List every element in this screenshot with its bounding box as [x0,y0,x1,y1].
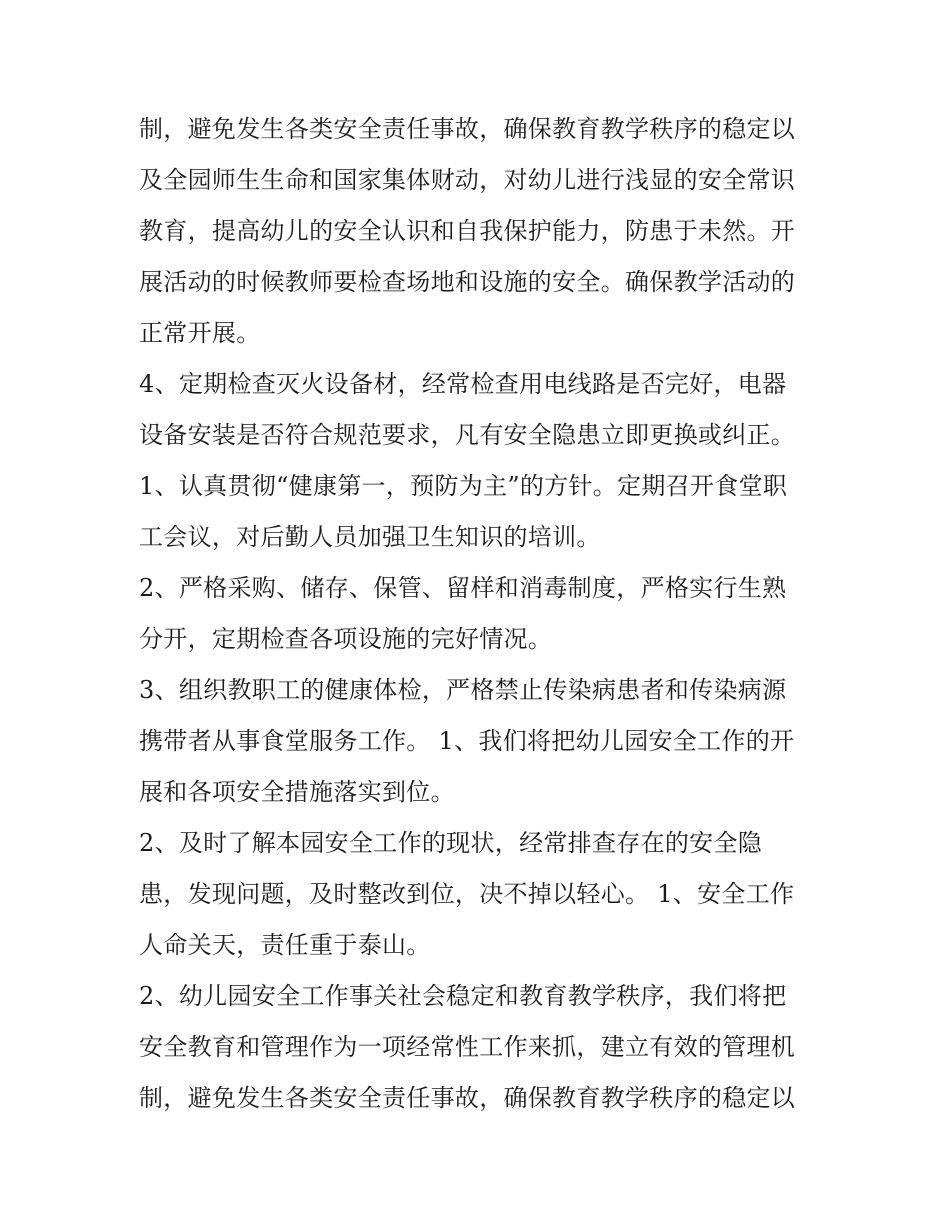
text-line: 1、认真贯彻“健康第一，预防为主”的方针。定期召开食堂职 [139,472,788,500]
text-line: 人命关天，责任重于泰山。 [139,931,431,959]
text-line: 工会议，对后勤人员加强卫生知识的培训。 [139,523,601,551]
text-line: 制，避免发生各类安全责任事故，确保教育教学秩序的稳定以 [139,1084,796,1112]
text-line: 4、定期检查灭火设备材，经常检查用电线路是否完好，电器 [139,370,787,398]
text-line: 制，避免发生各类安全责任事故，确保教育教学秩序的稳定以 [139,115,796,143]
text-line: 及全园师生生命和国家集体财动，对幼儿进行浅显的安全常识 [139,166,796,194]
text-line: 设备安装是否符合规范要求，凡有安全隐患立即更换或纠正。 [139,421,796,449]
document-body [139,104,819,1124]
text-line: 展活动的时候教师要检查场地和设施的安全。确保教学活动的 [139,268,796,296]
text-line: 2、幼儿园安全工作事关社会稳定和教育教学秩序，我们将把 [139,982,787,1010]
text-line: 3、组织教职工的健康体检，严格禁止传染病患者和传染病源 [139,676,787,704]
text-line: 分开，定期检查各项设施的完好情况。 [139,625,553,653]
text-line: 2、严格采购、储存、保管、留样和消毒制度，严格实行生熟 [139,574,787,602]
text-line: 教育，提高幼儿的安全认识和自我保护能力，防患于未然。开 [139,217,796,245]
text-line: 2、及时了解本园安全工作的现状，经常排查存在的安全隐 [139,829,763,857]
text-line: 患，发现问题，及时整改到位，决不掉以轻心。 1、安全工作 [139,880,795,908]
text-line: 安全教育和管理作为一项经常性工作来抓，建立有效的管理机 [139,1033,796,1061]
text-line: 携带者从事食堂服务工作。 1、我们将把幼儿园安全工作的开 [139,727,795,755]
text-line: 展和各项安全措施落实到位。 [139,778,455,806]
text-line: 正常开展。 [139,319,261,347]
